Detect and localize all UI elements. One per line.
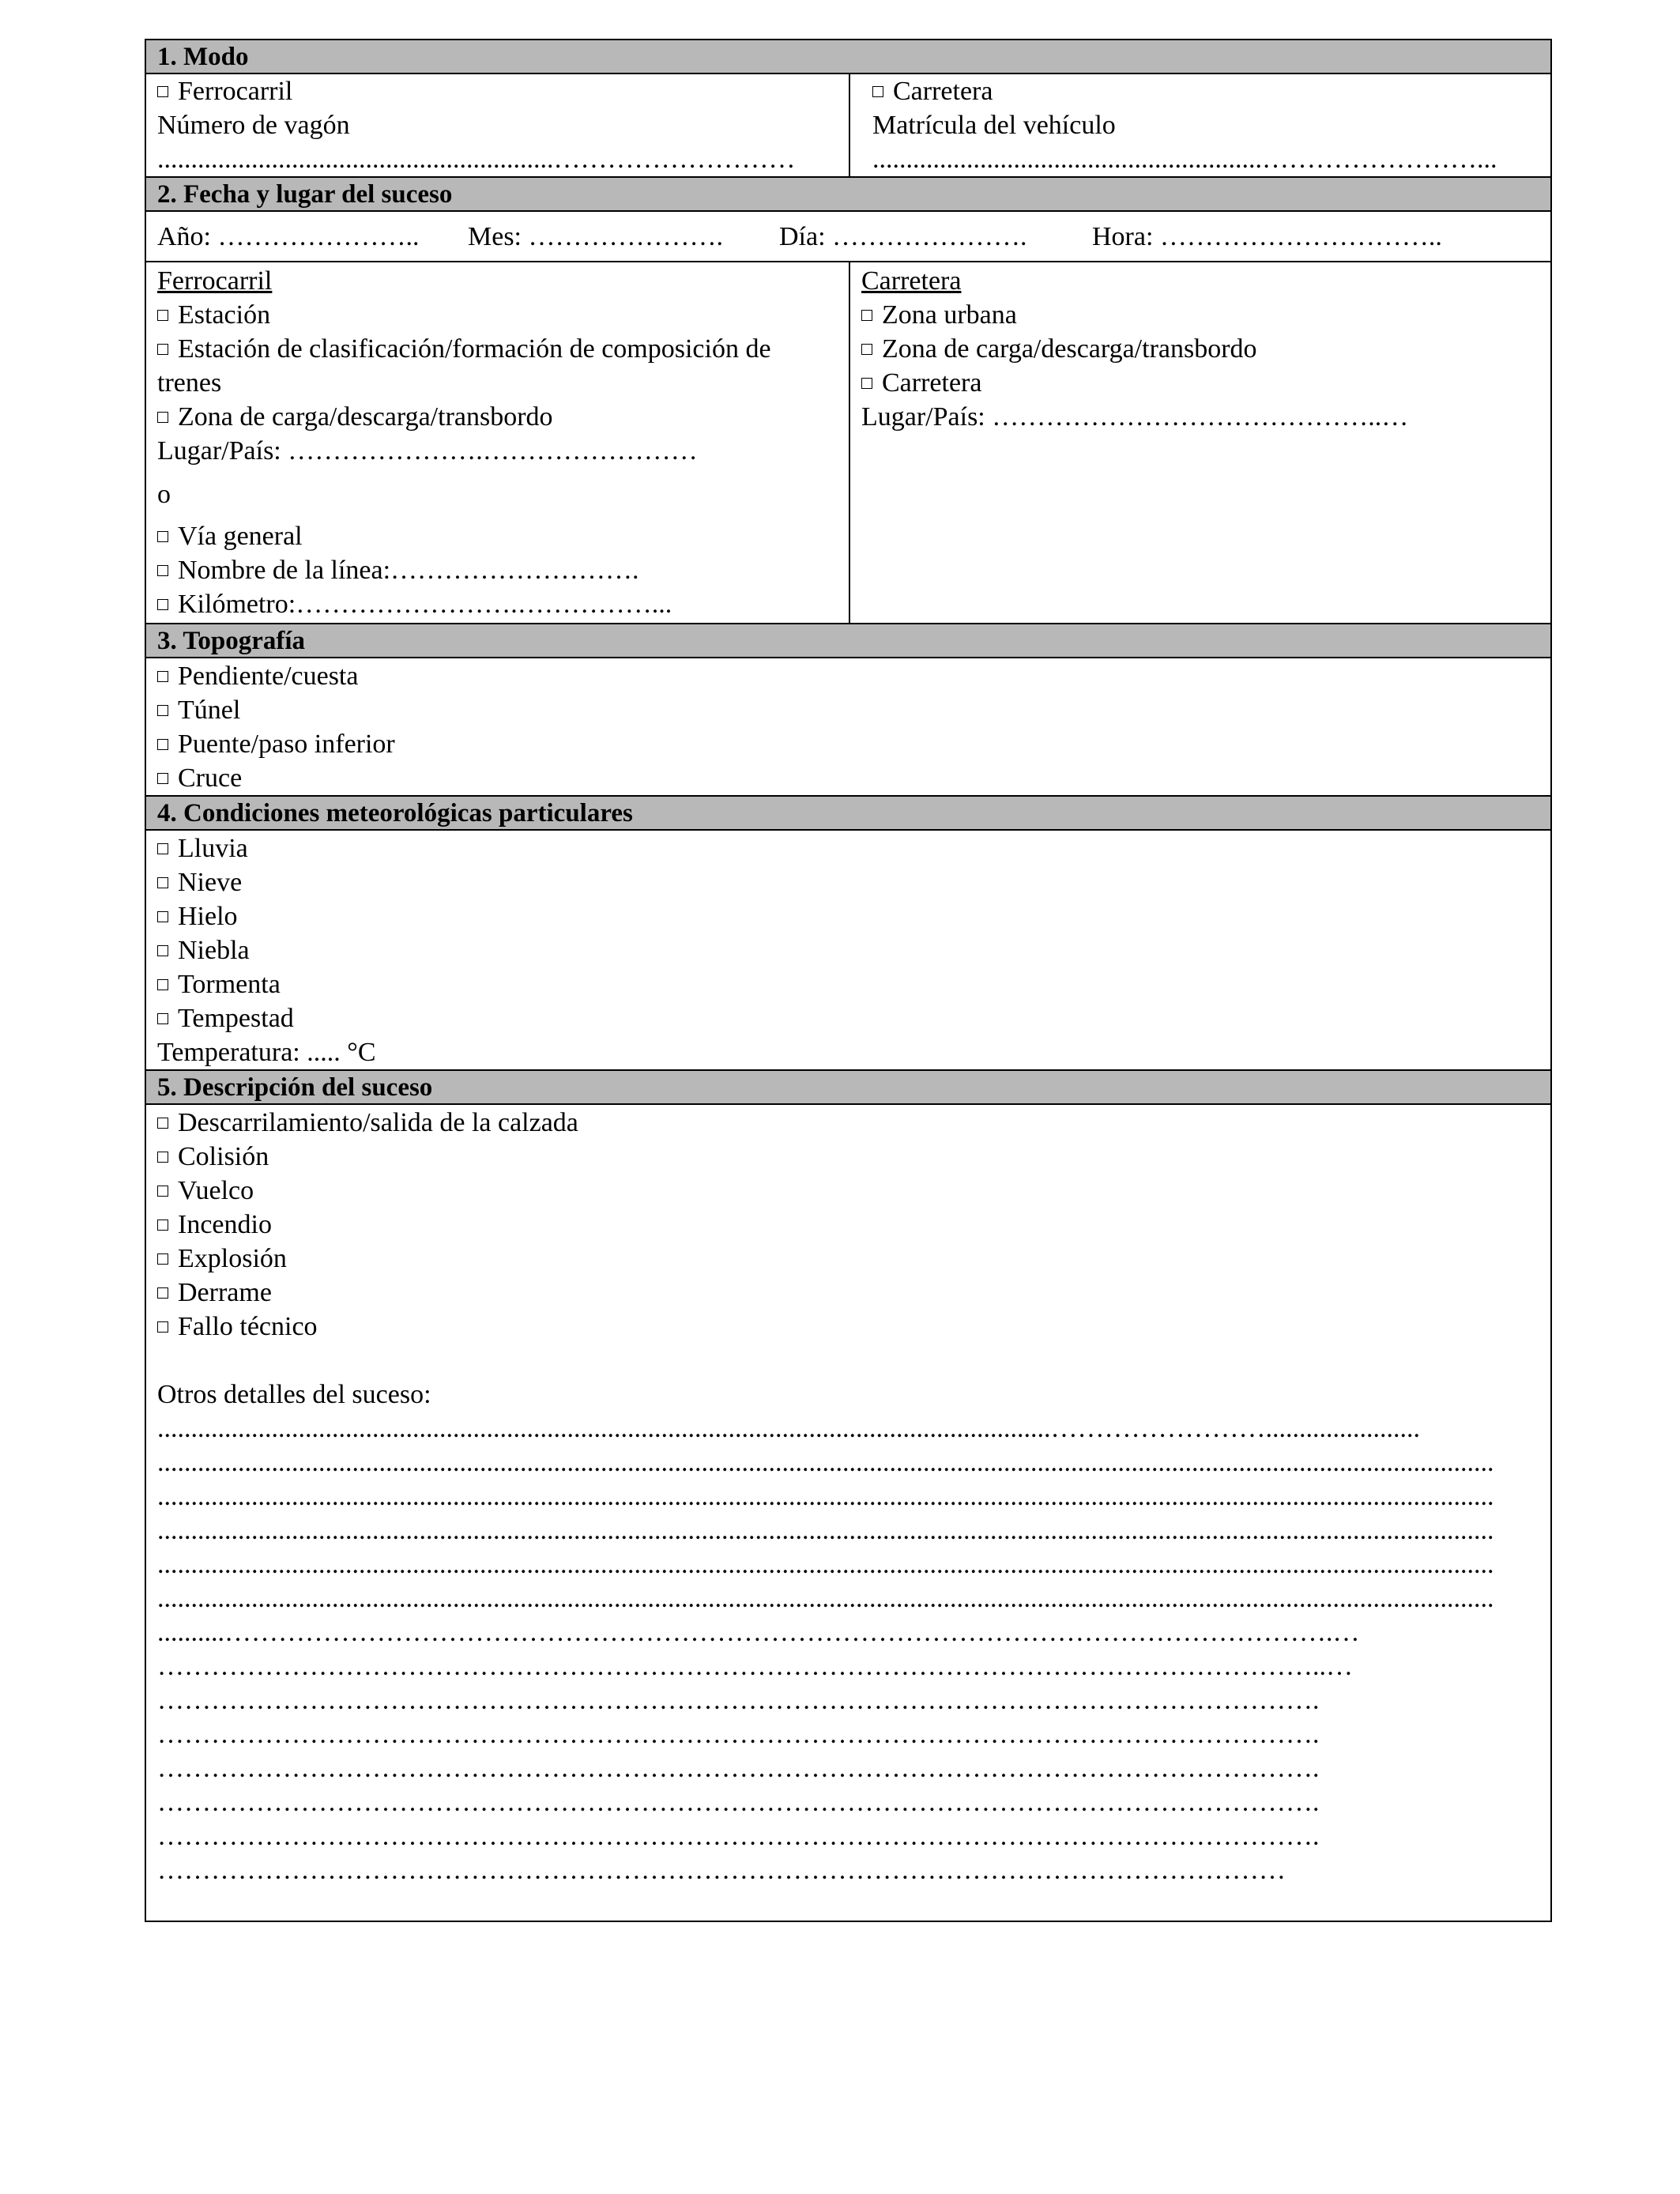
checkbox[interactable]: [157, 1013, 168, 1024]
mode-road-column: [850, 74, 1550, 176]
other-details-line[interactable]: ………………………………………………………………………………………………………………….: [157, 1720, 1320, 1749]
other-details-line[interactable]: .......................................................................................................................................................................................................: [157, 1516, 1494, 1545]
option-classification-yard-continued: trenes: [157, 368, 222, 398]
option-label: Incendio: [178, 1210, 272, 1239]
checkbox[interactable]: [157, 599, 168, 610]
other-details-label: Otros detalles del suceso:: [157, 1380, 431, 1409]
wagon-number-label: Número de vagón: [157, 111, 350, 140]
option-crossing[interactable]: [146, 761, 1550, 795]
checkbox[interactable]: [157, 310, 168, 321]
day-field[interactable]: Día: ………………….: [779, 222, 1027, 251]
option-label: Tempestad: [178, 1004, 294, 1033]
option-slope[interactable]: [146, 659, 1550, 693]
road-option[interactable]: [861, 74, 1550, 108]
section-4-header: 4. Condiciones meteorológicas particulares: [146, 797, 1550, 831]
option-label: Pendiente/cuesta: [178, 662, 359, 691]
year-field[interactable]: Año: …………………..: [157, 222, 420, 251]
road-location-column: [850, 262, 1550, 623]
other-details-line[interactable]: ………………………………………………………………………………………………………………: [157, 1856, 1286, 1885]
road-location-heading: Carretera: [861, 266, 962, 296]
wagon-number-field[interactable]: ...........................................................………………………: [157, 145, 796, 174]
option-urban-zone[interactable]: [861, 298, 1550, 332]
checkbox[interactable]: [157, 945, 168, 956]
section-2-header: 2. Fecha y lugar del suceso: [146, 178, 1550, 212]
option-label: Hielo: [178, 902, 238, 931]
option-snow[interactable]: [146, 865, 1550, 899]
option-label: Explosión: [178, 1244, 287, 1273]
option-label: Descarrilamiento/salida de la calzada: [178, 1108, 578, 1137]
checkbox[interactable]: [157, 877, 168, 888]
checkbox[interactable]: [157, 1287, 168, 1299]
temperature-field[interactable]: Temperatura: ..... °C: [157, 1038, 376, 1067]
gap: [157, 468, 849, 477]
option-fog[interactable]: [146, 933, 1550, 967]
option-label: Estación de clasificación/formación de composición de: [178, 334, 771, 364]
section-3-header: 3. Topografía: [146, 624, 1550, 658]
checkbox[interactable]: [157, 671, 168, 682]
checkbox[interactable]: [157, 412, 168, 423]
option-label: Vuelco: [178, 1176, 254, 1205]
checkbox[interactable]: [861, 344, 872, 355]
option-tunnel[interactable]: [146, 693, 1550, 727]
checkbox[interactable]: [157, 344, 168, 355]
checkbox[interactable]: [157, 1118, 168, 1129]
rail-checkbox[interactable]: [157, 86, 168, 97]
other-details-line[interactable]: .......................................................................................................................................................................................................: [157, 1448, 1494, 1477]
checkbox[interactable]: [157, 1186, 168, 1197]
option-rain[interactable]: [146, 831, 1550, 865]
checkbox[interactable]: [157, 1321, 168, 1333]
checkbox[interactable]: [861, 378, 872, 389]
gap: [157, 511, 849, 519]
month-field[interactable]: Mes: ………………….: [468, 222, 723, 251]
gap: [146, 1887, 1550, 1921]
option-road[interactable]: [861, 366, 1550, 400]
mode-rail-column: [146, 74, 850, 176]
incident-form: [145, 39, 1552, 1922]
section-5-header: 5. Descripción del suceso: [146, 1071, 1550, 1105]
rail-option[interactable]: [157, 74, 849, 108]
other-details-line[interactable]: ………………………………………………………………………………………………………………….: [157, 1754, 1320, 1783]
other-details-line[interactable]: …………………………………………………………………………………………………………………..…: [157, 1652, 1353, 1681]
section-1-header: 1. Modo: [146, 40, 1550, 74]
location-row: [146, 262, 1550, 624]
checkbox[interactable]: [157, 739, 168, 750]
option-label: Nombre de la línea:……………………….: [178, 556, 639, 585]
option-derailment[interactable]: [146, 1106, 1550, 1140]
option-spill[interactable]: [146, 1276, 1550, 1310]
option-label: Carretera: [882, 368, 982, 398]
other-details-line[interactable]: .......................................................................................................................................................................................................: [157, 1550, 1494, 1579]
option-classification-yard[interactable]: [157, 332, 849, 366]
option-label: Lluvia: [178, 834, 248, 863]
other-details-line[interactable]: ………………………………………………………………………………………………………………….: [157, 1822, 1320, 1851]
section-3-body: [146, 658, 1550, 797]
checkbox[interactable]: [157, 911, 168, 922]
option-fire[interactable]: [146, 1208, 1550, 1242]
checkbox[interactable]: [157, 705, 168, 716]
other-details-line[interactable]: .....................................................................................................................................…………………….......................: [157, 1414, 1420, 1443]
rail-location-column: [146, 262, 850, 623]
road-option-label: Carretera: [893, 77, 993, 106]
option-explosion[interactable]: [146, 1242, 1550, 1276]
other-details-line[interactable]: ………………………………………………………………………………………………………………….: [157, 1686, 1320, 1715]
option-label: Zona de carga/descarga/transbordo: [178, 402, 553, 432]
option-station[interactable]: [157, 298, 849, 332]
rail-place-country-field[interactable]: Lugar/País: ………………….……………………: [157, 436, 698, 466]
option-loading-zone-road[interactable]: [861, 332, 1550, 366]
checkbox[interactable]: [157, 1253, 168, 1265]
or-separator: o: [157, 480, 171, 509]
other-details-line[interactable]: .......................................................................................................................................................................................................: [157, 1482, 1494, 1511]
vehicle-plate-field[interactable]: ..........................................................……………………...: [872, 145, 1497, 174]
checkbox[interactable]: [157, 565, 168, 576]
option-label: Colisión: [178, 1142, 269, 1171]
option-label: Túnel: [178, 696, 241, 725]
checkbox[interactable]: [157, 1220, 168, 1231]
option-main-track[interactable]: [157, 519, 849, 553]
option-label: Derrame: [178, 1278, 272, 1307]
option-label: Zona urbana: [882, 300, 1017, 330]
option-label: Zona de carga/descarga/transbordo: [882, 334, 1257, 364]
other-details-line[interactable]: .......................................................................................................................................................................................................: [157, 1584, 1494, 1613]
section-1-body: [146, 74, 1550, 178]
checkbox[interactable]: [157, 979, 168, 990]
other-details-line[interactable]: ………………………………………………………………………………………………………………….: [157, 1788, 1320, 1817]
option-label: Puente/paso inferior: [178, 729, 395, 759]
gap: [146, 1344, 1550, 1378]
option-technical-failure[interactable]: [146, 1310, 1550, 1344]
rail-option-label: Ferrocarril: [178, 77, 293, 106]
option-loading-zone-rail[interactable]: [157, 400, 849, 434]
date-time-row: [146, 212, 1550, 262]
checkbox[interactable]: [157, 1152, 168, 1163]
checkbox[interactable]: [157, 531, 168, 542]
road-checkbox[interactable]: [872, 86, 883, 97]
option-label: Niebla: [178, 936, 250, 965]
checkbox[interactable]: [157, 843, 168, 854]
option-ice[interactable]: [146, 899, 1550, 933]
kilometer-field[interactable]: [157, 587, 849, 621]
section-5-body: [146, 1105, 1550, 1921]
line-name-field[interactable]: [157, 553, 849, 587]
option-overturn[interactable]: [146, 1174, 1550, 1208]
option-label: Kilómetro:…………………….……………...: [178, 590, 672, 619]
hour-field[interactable]: Hora: …………………………..: [1092, 222, 1442, 251]
option-label: Estación: [178, 300, 271, 330]
option-label: Cruce: [178, 763, 243, 793]
option-label: Vía general: [178, 522, 303, 551]
option-label: Tormenta: [178, 970, 281, 999]
option-collision[interactable]: [146, 1140, 1550, 1174]
option-bridge[interactable]: [146, 727, 1550, 761]
option-storm[interactable]: [146, 1001, 1550, 1035]
section-4-body: [146, 831, 1550, 1071]
rail-location-heading: Ferrocarril: [157, 266, 273, 296]
vehicle-plate-label: Matrícula del vehículo: [872, 111, 1116, 140]
option-label: Nieve: [178, 868, 243, 897]
option-thunderstorm[interactable]: [146, 967, 1550, 1001]
checkbox[interactable]: [861, 310, 872, 321]
checkbox[interactable]: [157, 773, 168, 784]
road-place-country-field[interactable]: Lugar/País: ……………………………………..…: [861, 402, 1409, 432]
other-details-line[interactable]: ..........…………………………………………………………………………………………………………….…: [157, 1618, 1360, 1647]
option-label: Fallo técnico: [178, 1312, 318, 1341]
